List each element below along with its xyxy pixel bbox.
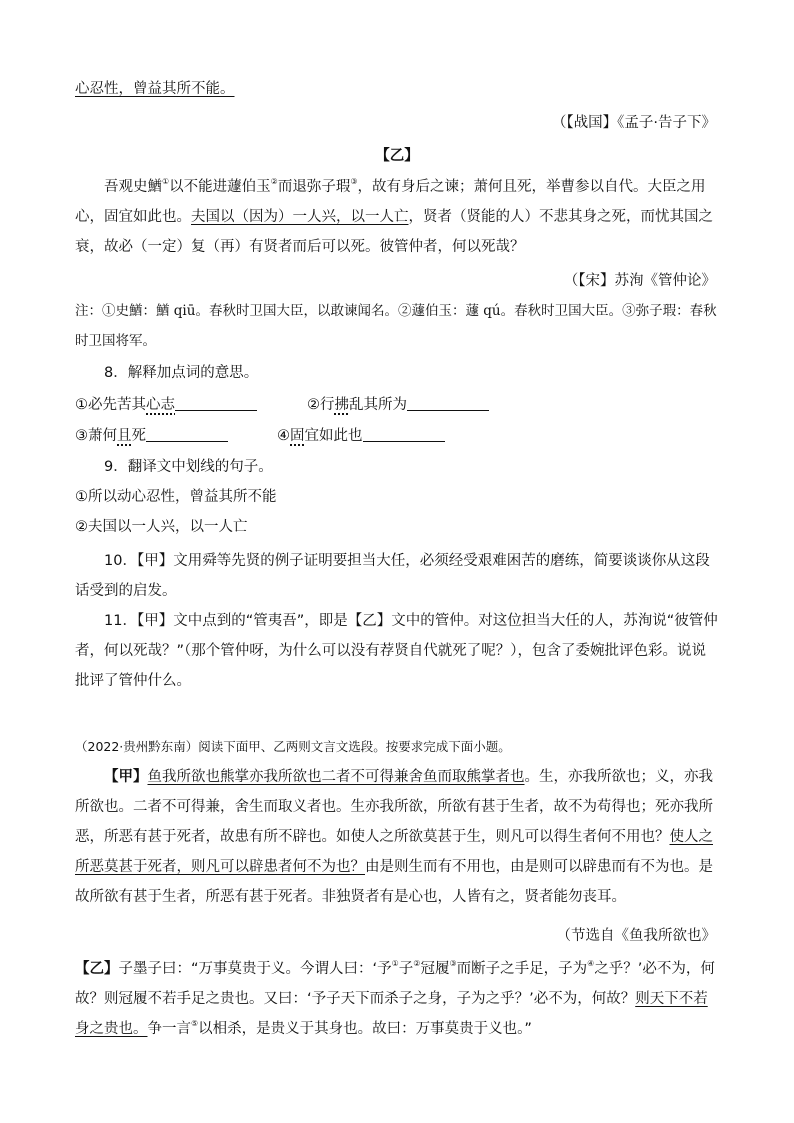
q8-row-1: ①必先苦其心志 ②行拂乱其所为 xyxy=(75,390,720,420)
question-8: 8．解释加点词的意思。 xyxy=(104,365,259,381)
q8-row-2: ③萧何且死 ④固宜如此也 xyxy=(75,421,720,451)
question-9: 9．翻译文中划线的句子。 xyxy=(104,459,273,475)
yi-underlined-sentence: 夫国以（因为）一人兴，以一人亡 xyxy=(191,209,409,225)
answer-blank[interactable] xyxy=(407,396,489,411)
q9-item-1: ①所以动心忍性，曾益其所不能 xyxy=(75,489,277,505)
answer-blank[interactable] xyxy=(363,427,445,442)
yi-heading: 【乙】 xyxy=(375,148,419,164)
question-10: 10．【甲】文用舜等先贤的例子证明要担当大任，必须经受艰难困苦的磨练，简要谈谈你从这段话受到的启发。 xyxy=(75,553,710,599)
answer-blank[interactable] xyxy=(146,427,228,442)
answer-blank[interactable] xyxy=(175,396,257,411)
jia-source: （【战国】《孟子·告子下》 xyxy=(551,115,716,131)
yi-source: （【宋】苏洵《管仲论》 xyxy=(563,273,716,289)
sec2-jia-passage: 【甲】鱼我所欲也熊掌亦我所欲也二者不可得兼舍鱼而取熊掌者也。生，亦我所欲也；义，亦我所欲也。二者不可得兼，舍生而取义者也。生亦我所欲，所欲有甚于生者，故不为苟得也；死亦我所恶，所恶有甚于死者，故患有所不辟也。如使人之所欲莫甚于生，则凡可以得生者何不用也？使人之所恶莫甚于死者，则凡可以辟患者何不为也？由是则生而有不用也，由是则可以辟患而有不为也。是故所欲有甚于生者，所恶有甚于死者。非独贤者有是心也，人皆有之，贤者能勿丧耳。 xyxy=(75,769,713,905)
sec2-jia-source: （节选自《鱼我所欲也》 xyxy=(556,928,716,944)
question-11: 11．【甲】文中点到的“管夷吾”，即是【乙】文中的管仲。对这位担当大任的人，苏洵说“彼管仲者，何以死哉？”（那个管仲呀，为什么可以没有荐贤自代就死了呢？），包含了委婉批评色彩。说说批评了管仲什么。 xyxy=(75,613,718,689)
q9-item-2: ②夫国以一人兴，以一人亡 xyxy=(75,519,248,535)
jia-tail-line: 心忍性，曾益其所不能。 xyxy=(75,81,235,97)
annotations: 注：①史鰌：鰌 qiū。春秋时卫国大臣，以敢谏闻名。②蘧伯玉：蘧 qú。春秋时卫国大臣。③弥子瑕：春秋时卫国将军。 xyxy=(75,303,717,349)
sec2-yi-passage: 【乙】子墨子曰：“万事莫贵于义。今谓人曰：‘予①子②冠履③而断子之手足，子为④之乎？’必不为，何故？则冠履不若手足之贵也。又曰：‘予子天下而杀子之身，子为之乎？’必不为，何故？则天下不若身之贵也。争一言⑤以相杀，是贵义于其身也。故曰：万事莫贵于义也。” xyxy=(75,959,715,1037)
yi-passage: 吾观史鰌①以不能进蘧伯玉②而退弥子瑕③，故有身后之谏；萧何且死，举曹参以自代。大臣之用心，固宜如此也。夫国以（因为）一人兴，以一人亡，贤者（贤能的人）不悲其身之死，而忧其国之衰，故必（一定）复（再）有贤者而后可以死。彼管仲者，何以死哉？ xyxy=(75,177,713,255)
section-2-header: （2022·贵州黔东南）阅读下面甲、乙两则文言文选段。按要求完成下面小题。 xyxy=(75,739,511,754)
